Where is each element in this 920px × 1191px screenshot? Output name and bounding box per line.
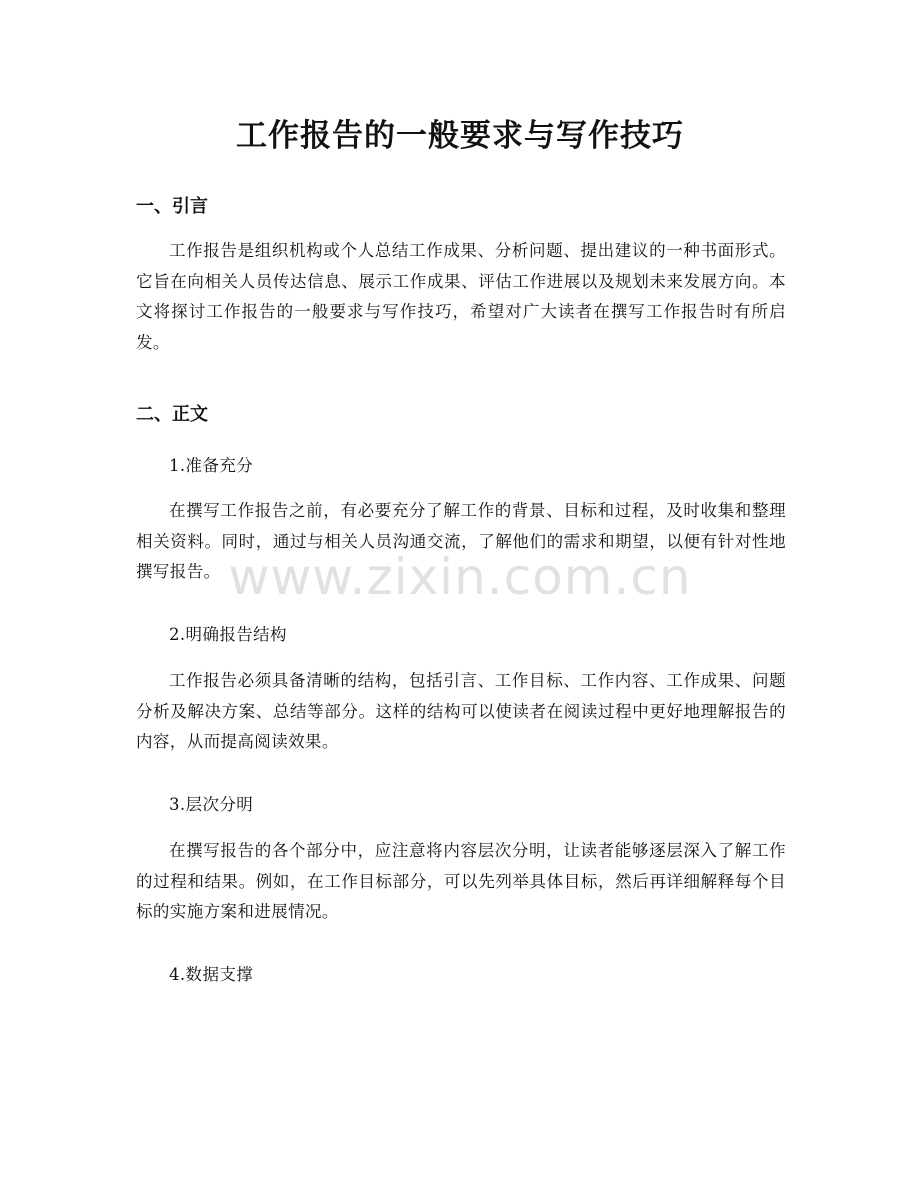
structure-paragraph: 工作报告必须具备清晰的结构，包括引言、工作目标、工作内容、工作成果、问题分析及解决方案、总结等部分。这样的结构可以使读者在阅读过程中更好地理解报告的内容，从而提高阅读效果。: [136, 671, 786, 751]
prepare-paragraph: 在撰写工作报告之前，有必要充分了解工作的背景、目标和过程，及时收集和整理相关资料。同时，通过与相关人员沟通交流，了解他们的需求和期望，以便有针对性地撰写报告。: [136, 501, 786, 581]
watermark: www.zixin.com.cn: [228, 548, 692, 606]
section-heading-body: 二、正文: [136, 404, 208, 425]
intro-paragraph: 工作报告是组织机构或个人总结工作成果、分析问题、提出建议的一种书面形式。它旨在向相关人员传达信息、展示工作成果、评估工作进展以及规划未来发展方向。本文将探讨工作报告的一般要求与写作技巧，希望对广大读者在撰写工作报告时有所启发。: [136, 241, 786, 352]
subsection-heading-data: 4.数据支撑: [169, 965, 254, 984]
section-heading-intro: 一、引言: [136, 196, 208, 217]
document-title: 工作报告的一般要求与写作技巧: [236, 118, 684, 154]
subsection-heading-structure: 2.明确报告结构: [169, 625, 287, 644]
subsection-heading-levels: 3.层次分明: [169, 795, 254, 814]
subsection-heading-prepare: 1.准备充分: [169, 456, 254, 475]
levels-paragraph: 在撰写报告的各个部分中，应注意将内容层次分明，让读者能够逐层深入了解工作的过程和结果。例如，在工作目标部分，可以先列举具体目标，然后再详细解释每个目标的实施方案和进展情况。: [136, 841, 786, 921]
